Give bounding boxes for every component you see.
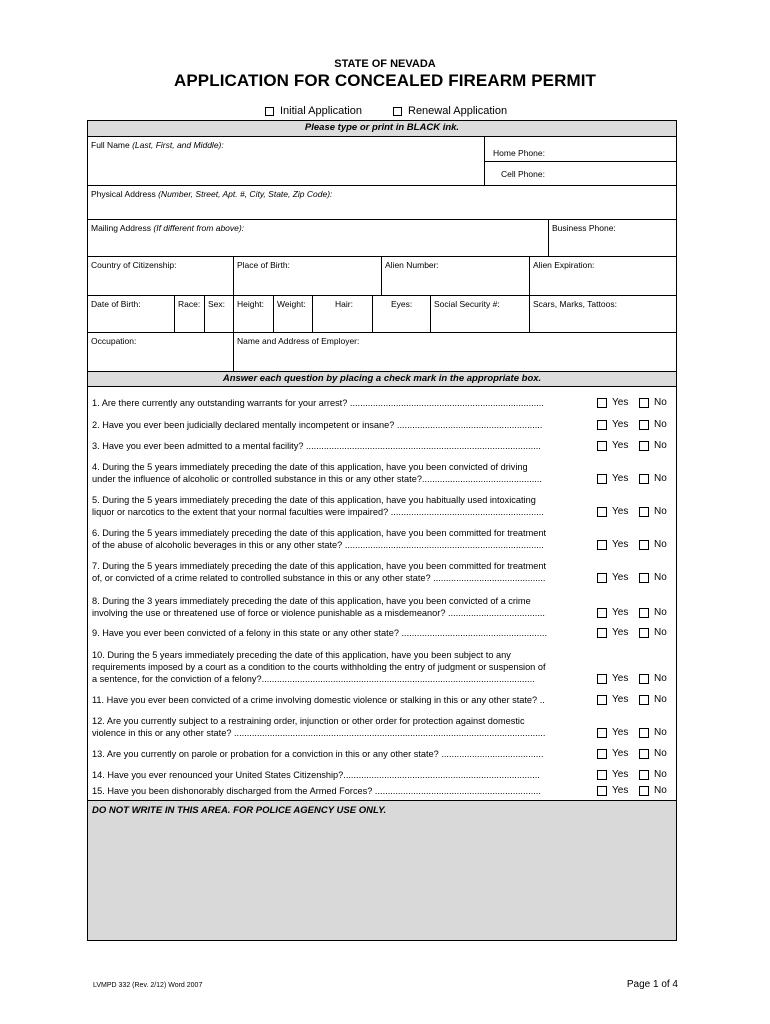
question-line: 15. Have you been dishonorably discharged from the Armed Forces? ................................................................. bbox=[92, 786, 541, 796]
race-field[interactable] bbox=[174, 295, 205, 333]
no-checkbox[interactable] bbox=[639, 695, 649, 705]
no-checkbox[interactable] bbox=[639, 674, 649, 684]
place-of-birth-field[interactable] bbox=[233, 256, 382, 296]
question-12 bbox=[88, 709, 676, 742]
question-text bbox=[92, 627, 592, 639]
yes-no-options bbox=[597, 727, 668, 739]
question-line: 11. Have you ever been convicted of a crime involving domestic violence or stalking in this or any other state? .. bbox=[92, 695, 545, 705]
question-13 bbox=[88, 742, 676, 763]
yes-checkbox[interactable] bbox=[597, 474, 607, 484]
no-checkbox[interactable] bbox=[639, 608, 649, 618]
full-name-label: Full Name (Last, First, and Middle): bbox=[91, 140, 224, 150]
question-line: 13. Are you currently on parole or probation for a conviction in this or any other state? ........................................ bbox=[92, 749, 544, 759]
eyes-field[interactable] bbox=[372, 295, 431, 333]
question-text bbox=[92, 527, 592, 551]
no-option[interactable] bbox=[639, 694, 668, 706]
renewal-application-checkbox[interactable] bbox=[393, 107, 402, 116]
cell-phone-label: Cell Phone: bbox=[501, 169, 545, 179]
sex-field[interactable] bbox=[204, 295, 234, 333]
question-line: 10. During the 5 years immediately preceding the date of this application, have you been subject to any bbox=[92, 650, 511, 660]
no-checkbox[interactable] bbox=[639, 749, 649, 759]
yes-no-options bbox=[597, 673, 668, 685]
race-label: Race: bbox=[178, 299, 201, 309]
question-line: 5. During the 5 years immediately preceding the date of this application, have you habitually used intoxicating bbox=[92, 495, 536, 505]
yes-checkbox[interactable] bbox=[597, 441, 607, 451]
yes-no-options bbox=[597, 572, 668, 584]
question-line: of the abuse of alcoholic beverages in this or any other state? .............................................................................. bbox=[92, 540, 544, 550]
renewal-application-label: Renewal Application bbox=[408, 105, 508, 117]
business-phone-label: Business Phone: bbox=[552, 223, 616, 233]
yes-checkbox[interactable] bbox=[597, 728, 607, 738]
question-10 bbox=[88, 642, 676, 688]
alien-number-label: Alien Number: bbox=[385, 260, 439, 270]
no-checkbox[interactable] bbox=[639, 628, 649, 638]
home-phone-field[interactable] bbox=[484, 136, 677, 162]
questions-instructions: Answer each question by placing a check mark in the appropriate box. bbox=[88, 371, 676, 387]
question-text bbox=[92, 595, 592, 619]
question-11 bbox=[88, 688, 676, 709]
no-label: No bbox=[654, 694, 667, 705]
no-label: No bbox=[654, 440, 667, 451]
no-option[interactable] bbox=[639, 572, 668, 584]
yes-checkbox[interactable] bbox=[597, 786, 607, 796]
no-label: No bbox=[654, 539, 667, 550]
question-2 bbox=[88, 413, 676, 434]
initial-application-checkbox[interactable] bbox=[265, 107, 274, 116]
yes-no-options bbox=[597, 748, 668, 760]
no-label: No bbox=[654, 785, 667, 796]
yes-label: Yes bbox=[612, 473, 629, 484]
yes-label: Yes bbox=[612, 572, 629, 583]
yes-no-options bbox=[597, 607, 668, 619]
no-label: No bbox=[654, 748, 667, 759]
no-label: No bbox=[654, 473, 667, 484]
yes-label: Yes bbox=[612, 607, 629, 618]
yes-label: Yes bbox=[612, 539, 629, 550]
scars-label: Scars, Marks, Tattoos: bbox=[533, 299, 617, 309]
yes-option[interactable] bbox=[597, 539, 632, 551]
no-checkbox[interactable] bbox=[639, 507, 649, 517]
question-8 bbox=[88, 587, 676, 622]
question-text bbox=[92, 440, 592, 452]
hair-label: Hair: bbox=[335, 299, 353, 309]
question-line: a sentence, for the conviction of a felony?........................................................................................................... bbox=[92, 674, 535, 684]
no-checkbox[interactable] bbox=[639, 573, 649, 583]
question-text bbox=[92, 748, 592, 760]
page-number: Page 1 of 4 bbox=[626, 979, 678, 990]
yes-label: Yes bbox=[612, 727, 629, 738]
yes-no-options bbox=[597, 506, 668, 518]
question-7 bbox=[88, 554, 676, 587]
state-heading: STATE OF NEVADA bbox=[334, 58, 436, 70]
physical-address-field[interactable] bbox=[87, 185, 677, 220]
physical-address-label: Physical Address (Number, Street, Apt. #, City, State, Zip Code): bbox=[91, 189, 333, 199]
yes-option[interactable] bbox=[597, 473, 632, 485]
yes-checkbox[interactable] bbox=[597, 507, 607, 517]
yes-checkbox[interactable] bbox=[597, 608, 607, 618]
page-title: APPLICATION FOR CONCEALED FIREARM PERMIT bbox=[173, 71, 597, 90]
no-label: No bbox=[654, 419, 667, 430]
question-9 bbox=[88, 622, 676, 642]
no-option[interactable] bbox=[639, 727, 668, 739]
question-line: 8. During the 3 years immediately preceding the date of this application, have you been convicted of a crime bbox=[92, 596, 531, 606]
no-label: No bbox=[654, 769, 667, 780]
no-label: No bbox=[654, 627, 667, 638]
no-label: No bbox=[654, 572, 667, 583]
yes-checkbox[interactable] bbox=[597, 749, 607, 759]
occupation-label: Occupation: bbox=[91, 336, 137, 346]
dob-label: Date of Birth: bbox=[91, 299, 141, 309]
initial-application-option[interactable] bbox=[265, 105, 362, 117]
alien-expiration-field[interactable] bbox=[529, 256, 677, 296]
yes-label: Yes bbox=[612, 769, 629, 780]
yes-label: Yes bbox=[612, 440, 629, 451]
alien-expiration-label: Alien Expiration: bbox=[533, 260, 595, 270]
question-line: requirements imposed by a court as a condition to the courts withholding the entry of judgment or suspension of bbox=[92, 662, 546, 672]
country-label: Country of Citizenship: bbox=[91, 260, 177, 270]
yes-option[interactable] bbox=[597, 727, 632, 739]
yes-label: Yes bbox=[612, 785, 629, 796]
application-form bbox=[87, 120, 677, 941]
initial-application-label: Initial Application bbox=[280, 105, 362, 117]
yes-option[interactable] bbox=[597, 785, 632, 797]
no-checkbox[interactable] bbox=[639, 786, 649, 796]
date-of-birth-field[interactable] bbox=[87, 295, 175, 333]
question-line: 6. During the 5 years immediately preceding the date of this application, have you been committed for treatment bbox=[92, 528, 547, 538]
weight-field[interactable] bbox=[273, 295, 313, 333]
yes-no-options bbox=[597, 785, 668, 797]
question-text bbox=[92, 715, 592, 739]
employer-label: Name and Address of Employer: bbox=[237, 336, 360, 346]
no-option[interactable] bbox=[639, 627, 668, 639]
no-label: No bbox=[654, 727, 667, 738]
weight-label: Weight: bbox=[277, 299, 306, 309]
question-text bbox=[92, 419, 592, 431]
no-label: No bbox=[654, 673, 667, 684]
sex-label: Sex: bbox=[208, 299, 226, 309]
yes-no-options bbox=[597, 694, 668, 706]
height-label: Height: bbox=[237, 299, 264, 309]
application-type bbox=[0, 105, 770, 121]
renewal-application-option[interactable] bbox=[393, 105, 507, 117]
question-line: of, or convicted of a crime related to controlled substance in this or any other state? ............................................ bbox=[92, 573, 546, 583]
no-option[interactable] bbox=[639, 673, 668, 685]
no-option[interactable] bbox=[639, 506, 668, 518]
scars-marks-tattoos-field[interactable] bbox=[529, 295, 677, 333]
yes-checkbox[interactable] bbox=[597, 540, 607, 550]
yes-option[interactable] bbox=[597, 572, 632, 584]
social-security-field[interactable] bbox=[430, 295, 530, 333]
no-checkbox[interactable] bbox=[639, 420, 649, 430]
home-phone-label: Home Phone: bbox=[493, 148, 545, 158]
question-14 bbox=[88, 763, 676, 784]
yes-label: Yes bbox=[612, 694, 629, 705]
question-line: liquor or narcotics to the extent that your normal faculties were impaired? ............................................................ bbox=[92, 507, 544, 517]
alien-number-field[interactable] bbox=[381, 256, 530, 296]
question-line: 2. Have you ever been judicially declared mentally incompetent or insane? ......................................................... bbox=[92, 420, 543, 430]
no-option[interactable] bbox=[639, 607, 668, 619]
yes-no-options bbox=[597, 627, 668, 639]
no-checkbox[interactable] bbox=[639, 441, 649, 451]
yes-option[interactable] bbox=[597, 440, 632, 452]
yes-option[interactable] bbox=[597, 506, 632, 518]
police-use-area bbox=[88, 800, 676, 940]
eyes-label: Eyes: bbox=[391, 299, 413, 309]
question-5 bbox=[88, 488, 676, 521]
question-line: 4. During the 5 years immediately preceding the date of this application, have you been convicted of driving bbox=[92, 462, 528, 472]
hair-field[interactable] bbox=[312, 295, 373, 333]
no-checkbox[interactable] bbox=[639, 540, 649, 550]
no-option[interactable] bbox=[639, 440, 668, 452]
no-checkbox[interactable] bbox=[639, 728, 649, 738]
country-of-citizenship-field[interactable] bbox=[87, 256, 234, 296]
yes-label: Yes bbox=[612, 397, 629, 408]
question-1 bbox=[88, 391, 676, 412]
yes-checkbox[interactable] bbox=[597, 695, 607, 705]
yes-label: Yes bbox=[612, 419, 629, 430]
question-line: 1. Are there currently any outstanding warrants for your arrest? ............................................................................ bbox=[92, 398, 544, 408]
yes-no-options bbox=[597, 419, 668, 431]
yes-checkbox[interactable] bbox=[597, 398, 607, 408]
question-text bbox=[92, 494, 592, 518]
no-option[interactable] bbox=[639, 769, 668, 781]
yes-checkbox[interactable] bbox=[597, 628, 607, 638]
question-text bbox=[92, 461, 592, 485]
no-checkbox[interactable] bbox=[639, 398, 649, 408]
no-option[interactable] bbox=[639, 539, 668, 551]
yes-label: Yes bbox=[612, 506, 629, 517]
yes-option[interactable] bbox=[597, 769, 632, 781]
yes-option[interactable] bbox=[597, 397, 632, 409]
question-line: 14. Have you ever renounced your United States Citizenship?............................................................................. bbox=[92, 770, 540, 780]
no-label: No bbox=[654, 397, 667, 408]
employer-field[interactable] bbox=[233, 332, 677, 372]
police-use-note: DO NOT WRITE IN THIS AREA. FOR POLICE AGENCY USE ONLY. bbox=[92, 805, 387, 816]
question-text bbox=[92, 649, 592, 685]
no-label: No bbox=[654, 607, 667, 618]
no-option[interactable] bbox=[639, 785, 668, 797]
question-text bbox=[92, 560, 592, 584]
ink-note: Please type or print in BLACK ink. bbox=[88, 121, 676, 137]
question-text bbox=[92, 769, 592, 781]
question-line: 3. Have you ever been admitted to a mental facility? ............................................................................................ bbox=[92, 441, 541, 451]
no-option[interactable] bbox=[639, 397, 668, 409]
question-6 bbox=[88, 521, 676, 554]
question-line: 7. During the 5 years immediately preceding the date of this application, have you been committed for treatment bbox=[92, 561, 547, 571]
question-line: 9. Have you ever been convicted of a felony in this state or any other state? ......................................................... bbox=[92, 628, 547, 638]
question-text bbox=[92, 694, 592, 706]
yes-checkbox[interactable] bbox=[597, 573, 607, 583]
yes-no-options bbox=[597, 440, 668, 452]
yes-option[interactable] bbox=[597, 607, 632, 619]
no-checkbox[interactable] bbox=[639, 770, 649, 780]
question-3 bbox=[88, 434, 676, 455]
no-checkbox[interactable] bbox=[639, 474, 649, 484]
yes-label: Yes bbox=[612, 673, 629, 684]
yes-option[interactable] bbox=[597, 673, 632, 685]
yes-no-options bbox=[597, 539, 668, 551]
yes-checkbox[interactable] bbox=[597, 770, 607, 780]
business-phone-field[interactable] bbox=[548, 219, 677, 257]
form-id: LVMPD 332 (Rev. 2/12) Word 2007 bbox=[93, 982, 203, 989]
question-line: 12. Are you currently subject to a restraining order, injunction or other order for protection against domestic bbox=[92, 716, 525, 726]
no-label: No bbox=[654, 506, 667, 517]
yes-checkbox[interactable] bbox=[597, 420, 607, 430]
place-of-birth-label: Place of Birth: bbox=[237, 260, 290, 270]
mailing-address-label: Mailing Address (If different from above): bbox=[91, 223, 245, 233]
yes-no-options bbox=[597, 397, 668, 409]
yes-no-options bbox=[597, 769, 668, 781]
yes-option[interactable] bbox=[597, 627, 632, 639]
no-option[interactable] bbox=[639, 748, 668, 760]
question-4 bbox=[88, 455, 676, 488]
question-line: violence in this or any other state? .......................................................................................................................... bbox=[92, 728, 546, 738]
question-text bbox=[92, 785, 592, 797]
occupation-field[interactable] bbox=[87, 332, 234, 372]
yes-label: Yes bbox=[612, 748, 629, 759]
question-text bbox=[92, 397, 592, 409]
no-option[interactable] bbox=[639, 419, 668, 431]
yes-label: Yes bbox=[612, 627, 629, 638]
no-option[interactable] bbox=[639, 473, 668, 485]
question-line: involving the use or threatened use of force or violence punishable as a misdemeanor? ...................................... bbox=[92, 608, 545, 618]
mailing-address-field[interactable] bbox=[87, 219, 549, 257]
full-name-field[interactable] bbox=[87, 136, 485, 186]
height-field[interactable] bbox=[233, 295, 274, 333]
question-15 bbox=[88, 784, 676, 800]
yes-option[interactable] bbox=[597, 694, 632, 706]
yes-checkbox[interactable] bbox=[597, 674, 607, 684]
question-line: under the influence of alcoholic or controlled substance in this or any other state?............................................... bbox=[92, 474, 542, 484]
yes-no-options bbox=[597, 473, 668, 485]
ssn-label: Social Security #: bbox=[434, 299, 500, 309]
cell-phone-field[interactable] bbox=[484, 161, 677, 186]
yes-option[interactable] bbox=[597, 748, 632, 760]
yes-option[interactable] bbox=[597, 419, 632, 431]
